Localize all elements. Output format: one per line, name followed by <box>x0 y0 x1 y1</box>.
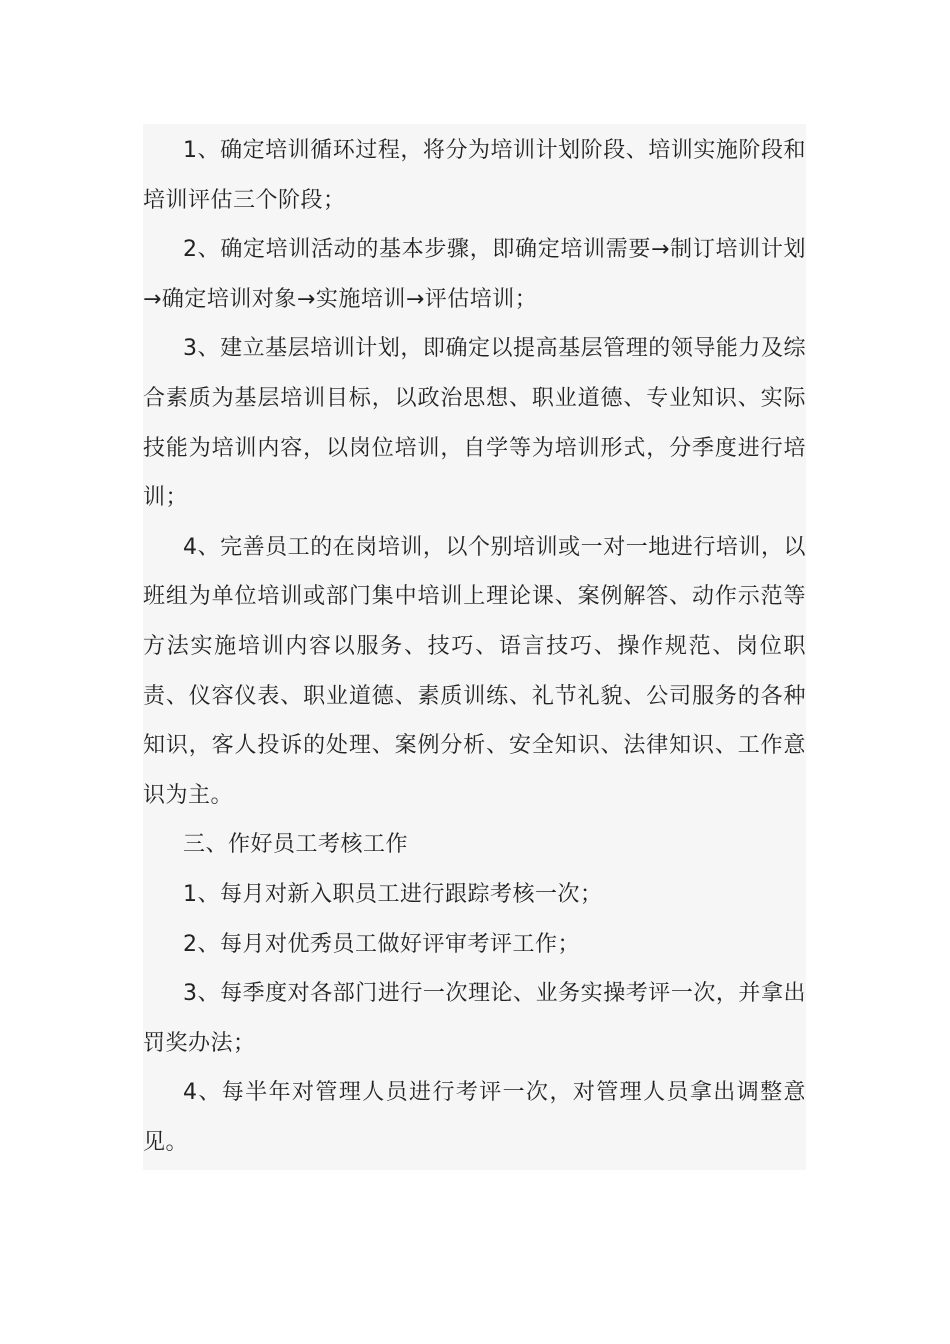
document-body <box>143 124 806 1170</box>
paragraph-on-the-job-training: 4、完善员工的在岗培训，以个别培训或一对一地进行培训，以班组为单位培训或部门集中培训上理论课、案例解答、动作示范等方法实施培训内容以服务、技巧、语言技巧、操作规范、岗位职责、仪容仪表、职业道德、素质训练、礼节礼貌、公司服务的各种知识，客人投诉的处理、案例分析、安全知识、法律知识、工作意识为主。 <box>143 534 806 808</box>
paragraph-training-cycle: 1、确定培训循环过程，将分为培训计划阶段、培训实施阶段和培训评估三个阶段； <box>143 138 806 213</box>
section-heading-staff-assessment: 三、作好员工考核工作 <box>183 832 409 858</box>
paragraph-basic-training-plan: 3、建立基层培训计划，即确定以提高基层管理的领导能力及综合素质为基层培训目标，以政治思想、职业道德、专业知识、实际技能为培训内容，以岗位培训，自学等为培训形式，分季度进行培训； <box>143 336 806 511</box>
paragraph-semiannual-manager-assessment: 4、每半年对管理人员进行考评一次，对管理人员拿出调整意见。 <box>143 1080 806 1155</box>
paragraph-quarterly-department-assessment: 3、每季度对各部门进行一次理论、业务实操考评一次，并拿出罚奖办法； <box>143 981 806 1056</box>
paragraph-monthly-excellent-staff-review: 2、每月对优秀员工做好评审考评工作； <box>183 931 580 957</box>
paragraph-monthly-new-staff-assessment: 1、每月对新入职员工进行跟踪考核一次； <box>183 881 603 907</box>
paragraph-training-steps: 2、确定培训活动的基本步骤，即确定培训需要→制订培训计划→确定培训对象→实施培训→评估培训； <box>143 237 806 312</box>
